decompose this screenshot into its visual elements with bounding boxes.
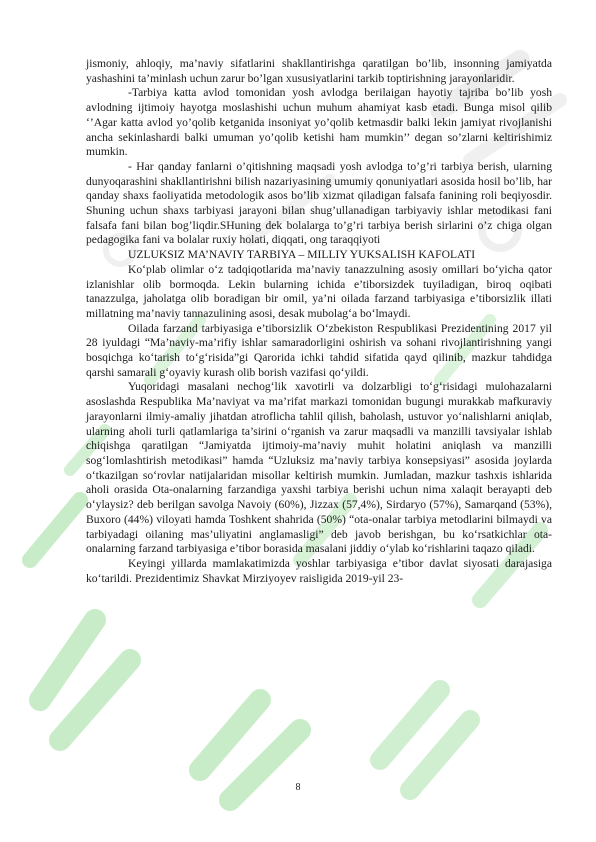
section-heading: UZLUKSIZ MA’NAVIY TARBIYA – MILLIY YUKSALISH KAFOLATI	[128, 248, 476, 262]
paragraph-6: Oilada farzand tarbiyasiga e’tiborsizlik O‘zbekiston Respublikasi Prezidentining 2017 yil 28 iyuldagi “Ma’naviy-ma’rifiy ishlar samaradorligini oshirish va sohani rivojlantirishning yangi bosqichga ko‘tarish to‘g‘risida”gi Qarorida ichki tahdid sifatida qayd qilinib, mazkur tahdidga qarshi samarali g‘oyaviy kurash olib borish vazifasi qo‘yildi.	[86, 321, 552, 379]
paragraph-7: Yuqoridagi masalani nechog‘lik xavotirli va dolzarbligi to‘g‘risidagi mulohazalarni asoslashda Respublika Ma’naviyat va ma’rifat markazi tomonidan bugungi murakkab mafkuraviy jarayonlarni ilmiy-amaliy jihatdan atroflicha tahlil qilish, baholash, ustuvor yo‘nalishlarni aniqlab, ularning aholi turli qatlamlariga ta’sirini o‘rganish va zarur maqsadli va manzilli tavsiyalar ishlab chiqishga qaratilgan “Jamiyatda ijtimoiy-ma’naviy muhit holatini aniqlash va manzilli sog‘lomlashtirish metodikasi” hamda “Uzluksiz ma’naviy tarbiya konsepsiyasi” asosida joylarda o‘tkazilgan so‘rovlar natijalaridan misollar keltirish mumkin. Jumladan, mazkur tashxis ishlarida aholi orasida Ota-onalarning farzandiga yaxshi tarbiya berishi uchun nima xalaqit berayapti deb o‘ylaysiz? deb berilgan savolga Navoiy (60%), Jizzax (57,4%), Sirdaryo (57%), Samarqand (53%), Buxoro (44%) viloyati hamda Toshkent shahrida (50%) “ota-onalar tarbiya metodlarini bilmaydi va tarbiyadagi oilaning mas’uliyatini anglamasligi” deb javob berishgan, bu ko‘rsatkichlar ota-onalarning farzand tarbiyasiga e’tibor borasida masalani jiddiy o‘ylab ko‘rishlarini taqazo qiladi.	[86, 380, 552, 556]
page-number: 8	[295, 782, 301, 793]
paragraph-8: Keyingi yillarda mamlakatimizda yoshlar tarbiyasiga e’tibor davlat siyosati darajasiga ko‘tarildi. Prezidentimiz Shavkat Mirziyoyev raisligida 2019-yil 23-	[86, 556, 552, 585]
paragraph-2: -Tarbiya katta avlod tomonidan yosh avlodga berilaigan hayotiy tajriba bo’lib yosh avlodning ijtimoiy hayotga moslashishi uchun muhum ahamiyat kasb etadi. Bunga misol qilib ‘’Agar katta avlod yo’qolib ketganida insoniyat yo’qolib ketmasdir balki lekin jamiyat rivojlanishi ancha sekinlashardi balki umuman yo’qolib ketishi ham mumkin’’ degan so’zlarni keltirishimiz mumkin.	[86, 86, 552, 159]
body-text	[86, 57, 552, 586]
paragraph-5: Ko‘plab olimlar o‘z tadqiqotlarida ma’naviy tanazzulning asosiy omillari bo‘yicha qator izlanishlar olib bormoqda. Lekin bularning ichida e’tiborsizdek tuyiladigan, biroq oqibati tanazzulga, jaholatga olib boradigan bir omil, ya’ni oilada farzand tarbiyasiga e’tiborsizlik illati millatning ma’naviy tannazulining asosi, desak mubolag‘a bo‘lmaydi.	[86, 262, 552, 320]
paragraph-3: - Har qanday fanlarni o’qitishning maqsadi yosh avlodga to’g’ri tarbiya berish, ularning dunyoqarashini shakllantirishni bilish nazariyasining umumiy qonuniyatlari asosida hosil bo’lib, har qanday shaxs faoliyatida metodologik asos bo’lib xizmat qiladigan falsafa fanining roli beqiyosdir. Shuning uchun shaxs tarbiyasi jarayoni bilan shug’ullanadigan tarbiyaviy ishlar metodikasi fani falsafa fani bilan bog’liqdir.SHuning dek bolalarga to’g’ri tarbiya berish sirlarini o’z chiga olgan pedagogika fani va bolalar ruxiy holati, diqqati, ong taraqqiyoti	[86, 159, 552, 247]
paragraph-1: jismoniy, ahloqiy, ma’naviy sifatlarini shakllantirishga qaratilgan bo’lib, insonning jamiyatda yashashini ta’minlash uchun zarur bo’lgan xususiyatlarini tarkib toptirishning jarayonlaridir.	[86, 57, 552, 85]
